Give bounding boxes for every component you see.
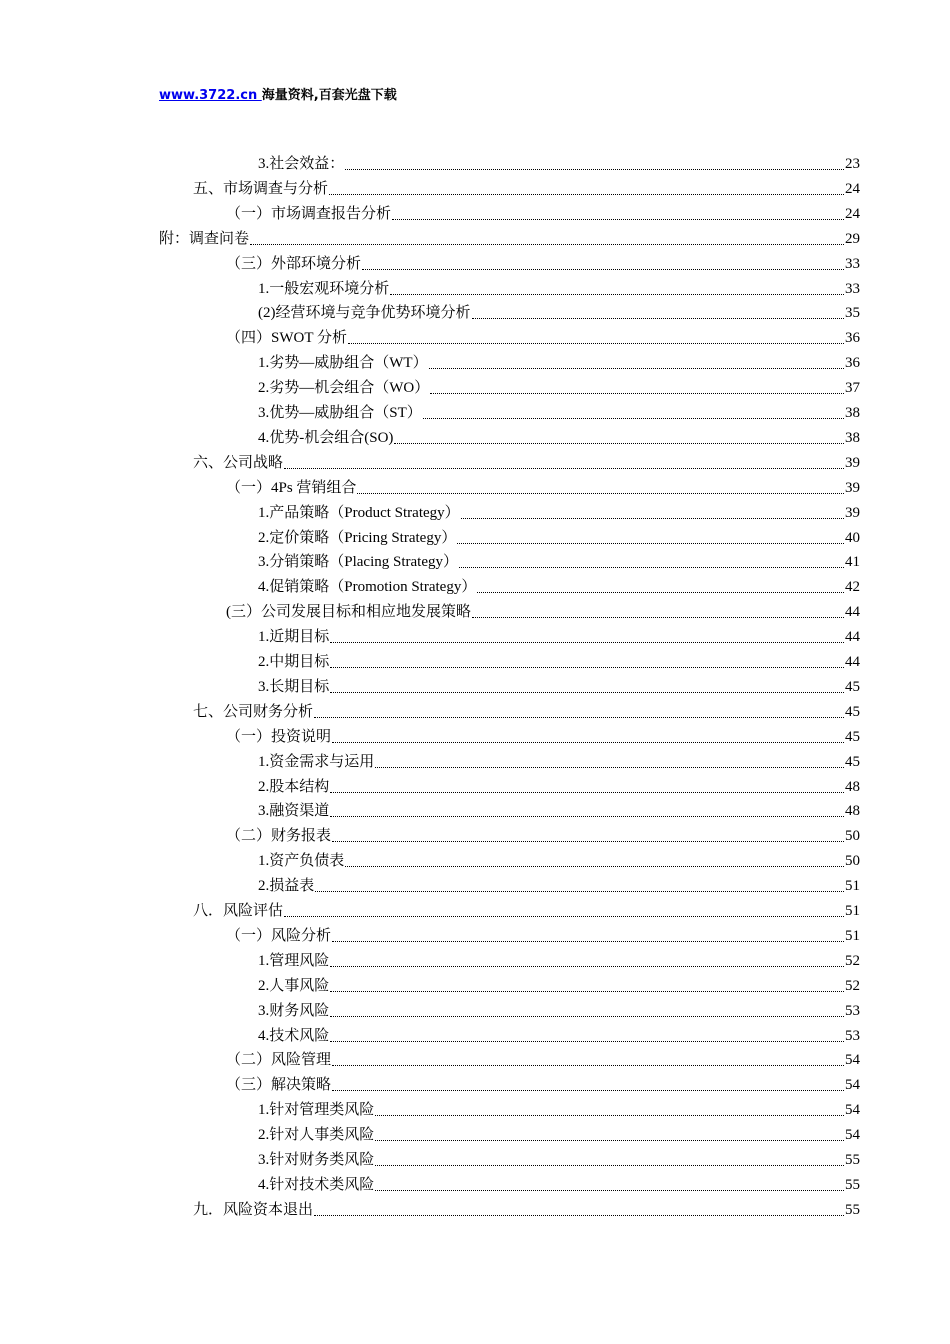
toc-entry-label: 1.劣势—威胁组合（WT） [258, 355, 428, 372]
toc-leader-dots [345, 168, 844, 170]
toc-entry[interactable] [258, 148, 860, 173]
page-header [159, 84, 397, 103]
toc-entry-page: 48 [845, 778, 860, 795]
toc-entry[interactable] [258, 845, 860, 870]
toc-entry-label: 4.技术风险 [258, 1027, 330, 1044]
toc-entry-page: 51 [845, 878, 860, 895]
toc-entry[interactable] [226, 198, 860, 223]
toc-entry[interactable] [226, 920, 860, 945]
toc-entry-page: 37 [845, 380, 860, 397]
toc-entry-label: 2.中期目标 [258, 654, 330, 670]
toc-entry[interactable] [258, 497, 860, 522]
toc-entry[interactable] [258, 771, 860, 796]
toc-entry-label: 1.产品策略（Product Strategy） [258, 504, 460, 521]
toc-entry-page: 48 [845, 803, 860, 820]
toc-entry-page: 54 [845, 1052, 860, 1069]
toc-entry-page: 51 [845, 927, 860, 944]
toc-entry-label: 4.促销策略（Promotion Strategy） [258, 579, 477, 596]
toc-entry-page: 44 [845, 629, 860, 646]
toc-entry-label: （四）SWOT 分析 [226, 330, 347, 347]
toc-entry-page: 29 [845, 230, 860, 247]
toc-leader-dots [348, 342, 844, 344]
toc-entry-label: 3.融资渠道 [258, 803, 330, 820]
toc-entry-label: 1.资产负债表 [258, 853, 345, 870]
toc-entry-page: 45 [845, 703, 860, 720]
toc-entry[interactable] [226, 248, 860, 273]
toc-entry-label: 2.针对人事类风险 [258, 1127, 375, 1144]
toc-leader-dots [472, 616, 844, 618]
toc-entry[interactable] [258, 297, 860, 322]
toc-leader-dots [330, 815, 844, 817]
toc-entry-label: 1.资金需求与运用 [258, 753, 375, 770]
toc-leader-dots [330, 691, 844, 693]
toc-leader-dots [330, 1015, 844, 1017]
toc-entry[interactable] [226, 1044, 860, 1069]
toc-entry[interactable] [258, 795, 860, 820]
toc-entry[interactable] [193, 895, 860, 920]
toc-entry-page: 55 [845, 1201, 860, 1218]
toc-entry-page: 24 [845, 180, 860, 197]
toc-leader-dots [357, 492, 844, 494]
toc-entry-page: 53 [845, 1027, 860, 1044]
toc-leader-dots [461, 517, 844, 519]
toc-entry-page: 33 [845, 280, 860, 297]
toc-entry-page: 23 [845, 156, 860, 172]
toc-entry[interactable] [226, 322, 860, 347]
toc-entry-page: 45 [845, 753, 860, 770]
toc-entry-page: 54 [845, 1102, 860, 1119]
toc-entry[interactable] [258, 1144, 860, 1169]
toc-entry-label: （二）财务报表 [226, 828, 332, 845]
toc-entry-page: 42 [845, 579, 860, 596]
toc-entry[interactable] [258, 522, 860, 547]
toc-leader-dots [330, 641, 844, 643]
toc-leader-dots [332, 741, 844, 743]
toc-leader-dots [284, 915, 844, 917]
toc-entry[interactable] [258, 546, 860, 571]
toc-entry[interactable] [258, 571, 860, 596]
toc-leader-dots [375, 766, 844, 768]
toc-entry[interactable] [258, 1119, 860, 1144]
toc-entry[interactable] [258, 671, 860, 696]
toc-leader-dots [314, 1214, 844, 1216]
toc-entry[interactable] [193, 447, 860, 472]
toc-entry-page: 45 [845, 678, 860, 695]
toc-leader-dots [430, 392, 844, 394]
toc-leader-dots [330, 791, 844, 793]
toc-entry-page: 53 [845, 1002, 860, 1019]
toc-entry[interactable] [226, 721, 860, 746]
toc-entry-page: 24 [845, 205, 860, 222]
toc-leader-dots [330, 990, 844, 992]
toc-entry[interactable] [258, 397, 860, 422]
toc-leader-dots [332, 1089, 844, 1091]
toc-leader-dots [330, 965, 844, 967]
toc-leader-dots [375, 1189, 844, 1191]
toc-entry[interactable] [258, 372, 860, 397]
toc-entry-page: 40 [845, 529, 860, 546]
toc-entry-page: 55 [845, 1176, 860, 1193]
toc-entry-label: 1.针对管理类风险 [258, 1102, 375, 1119]
toc-entry[interactable] [226, 596, 860, 621]
toc-entry-page: 51 [845, 903, 860, 919]
toc-entry-page: 44 [845, 604, 860, 621]
toc-leader-dots [375, 1164, 844, 1166]
toc-entry-label: 3.长期目标 [258, 678, 330, 695]
toc-leader-dots [250, 243, 844, 245]
toc-entry-label: 2.损益表 [258, 878, 315, 895]
toc-leader-dots [332, 1064, 844, 1066]
toc-entry-page: 52 [845, 977, 860, 994]
toc-entry-label: （一）风险分析 [226, 927, 332, 944]
toc-entry-label: 3.财务风险 [258, 1002, 330, 1019]
toc-entry-page: 39 [845, 504, 860, 521]
toc-leader-dots [472, 317, 845, 319]
toc-entry-label: (三）公司发展目标和相应地发展策略 [226, 604, 471, 621]
toc-leader-dots [332, 940, 844, 942]
header-tagline: 海量资料,百套光盘下载 [261, 88, 397, 103]
toc-entry-label: （一）市场调查报告分析 [226, 205, 392, 222]
toc-entry-page: 38 [845, 405, 860, 421]
toc-entry[interactable] [258, 621, 860, 646]
toc-entry[interactable] [258, 273, 860, 298]
toc-entry[interactable] [258, 646, 860, 671]
site-link[interactable]: www.3722.cn [159, 88, 262, 103]
toc-leader-dots [314, 716, 844, 718]
toc-leader-dots [315, 890, 844, 892]
toc-entry-page: 54 [845, 1077, 860, 1094]
toc-entry-label: （三）外部环境分析 [226, 255, 362, 272]
toc-entry-page: 44 [845, 654, 860, 670]
toc-entry-page: 50 [845, 828, 860, 845]
toc-entry[interactable] [193, 1194, 860, 1219]
toc-entry-label: （一）4Ps 营销组合 [226, 479, 357, 496]
toc-entry-label: （三）解决策略 [226, 1077, 332, 1094]
toc-leader-dots [330, 1040, 844, 1042]
toc-leader-dots [459, 566, 844, 568]
toc-leader-dots [423, 417, 844, 419]
toc-leader-dots [392, 218, 844, 220]
toc-entry[interactable] [226, 1069, 860, 1094]
toc-leader-dots [284, 467, 844, 469]
toc-leader-dots [457, 542, 844, 544]
toc-entry[interactable] [193, 173, 860, 198]
toc-entry[interactable] [193, 696, 860, 721]
toc-entry[interactable] [258, 995, 860, 1020]
toc-leader-dots [390, 293, 844, 295]
toc-leader-dots [477, 591, 844, 593]
toc-entry-label: 1.管理风险 [258, 952, 330, 969]
toc-entry[interactable] [159, 223, 860, 248]
toc-entry-page: 55 [845, 1152, 860, 1168]
toc-leader-dots [332, 840, 844, 842]
toc-entry[interactable] [258, 945, 860, 970]
toc-entry-label: 2.人事风险 [258, 977, 330, 994]
toc-entry[interactable] [258, 870, 860, 895]
toc-leader-dots [429, 367, 844, 369]
toc-entry-label: 附：调查问卷 [159, 230, 250, 247]
toc-entry[interactable] [258, 1094, 860, 1119]
toc-entry-label: 3.针对财务类风险 [258, 1152, 375, 1168]
toc-entry[interactable] [258, 1169, 860, 1194]
toc-entry-label: 1.近期目标 [258, 629, 330, 646]
toc-entry-label: 4.优势-机会组合(SO) [258, 429, 394, 446]
toc-leader-dots [330, 666, 844, 668]
toc-entry-label: 六、公司战略 [193, 454, 284, 471]
toc-entry-label: 七、公司财务分析 [193, 703, 314, 720]
toc-entry[interactable] [258, 422, 860, 447]
toc-leader-dots [394, 442, 844, 444]
toc-entry[interactable] [226, 472, 860, 497]
toc-entry-page: 52 [845, 952, 860, 969]
toc-entry-label: 3.优势—威胁组合（ST） [258, 405, 422, 421]
toc-entry-page: 35 [845, 305, 860, 322]
toc-leader-dots [375, 1114, 844, 1116]
toc-entry-label: （二）风险管理 [226, 1052, 332, 1069]
toc-entry-page: 33 [845, 255, 860, 272]
toc-entry-page: 50 [845, 853, 860, 870]
toc-entry-label: 2.劣势—机会组合（WO） [258, 380, 430, 397]
toc-leader-dots [362, 268, 844, 270]
toc-entry-page: 38 [845, 429, 860, 446]
toc-entry-page: 39 [845, 454, 860, 471]
toc-entry-page: 41 [845, 554, 860, 571]
toc-entry-label: (2)经营环境与竞争优势环境分析 [258, 305, 471, 322]
toc-entry[interactable] [258, 347, 860, 372]
toc-entry-label: 1.一般宏观环境分析 [258, 280, 390, 297]
toc-entry-label: 3.社会效益： [258, 156, 345, 172]
toc-entry-label: 2.定价策略（Pricing Strategy） [258, 529, 457, 546]
toc-entry-page: 45 [845, 728, 860, 745]
toc-entry-label: 八．风险评估 [193, 903, 284, 919]
toc-leader-dots [329, 193, 844, 195]
toc-entry[interactable] [258, 970, 860, 995]
toc-entry-label: 3.分销策略（Placing Strategy） [258, 554, 458, 571]
toc-leader-dots [345, 865, 844, 867]
toc-entry-page: 39 [845, 479, 860, 496]
toc-entry-label: 2.股本结构 [258, 778, 330, 795]
toc-leader-dots [375, 1139, 844, 1141]
toc-entry-label: 九．风险资本退出 [193, 1201, 314, 1218]
toc-entry-page: 36 [845, 355, 860, 372]
toc-entry-label: 4.针对技术类风险 [258, 1176, 375, 1193]
toc-entry-label: （一）投资说明 [226, 728, 332, 745]
toc-entry[interactable] [226, 820, 860, 845]
toc-entry-page: 54 [845, 1127, 860, 1144]
toc-entry[interactable] [258, 746, 860, 771]
toc-entry[interactable] [258, 1020, 860, 1045]
toc-entry-page: 36 [845, 330, 860, 347]
toc-entry-label: 五、市场调查与分析 [193, 180, 329, 197]
